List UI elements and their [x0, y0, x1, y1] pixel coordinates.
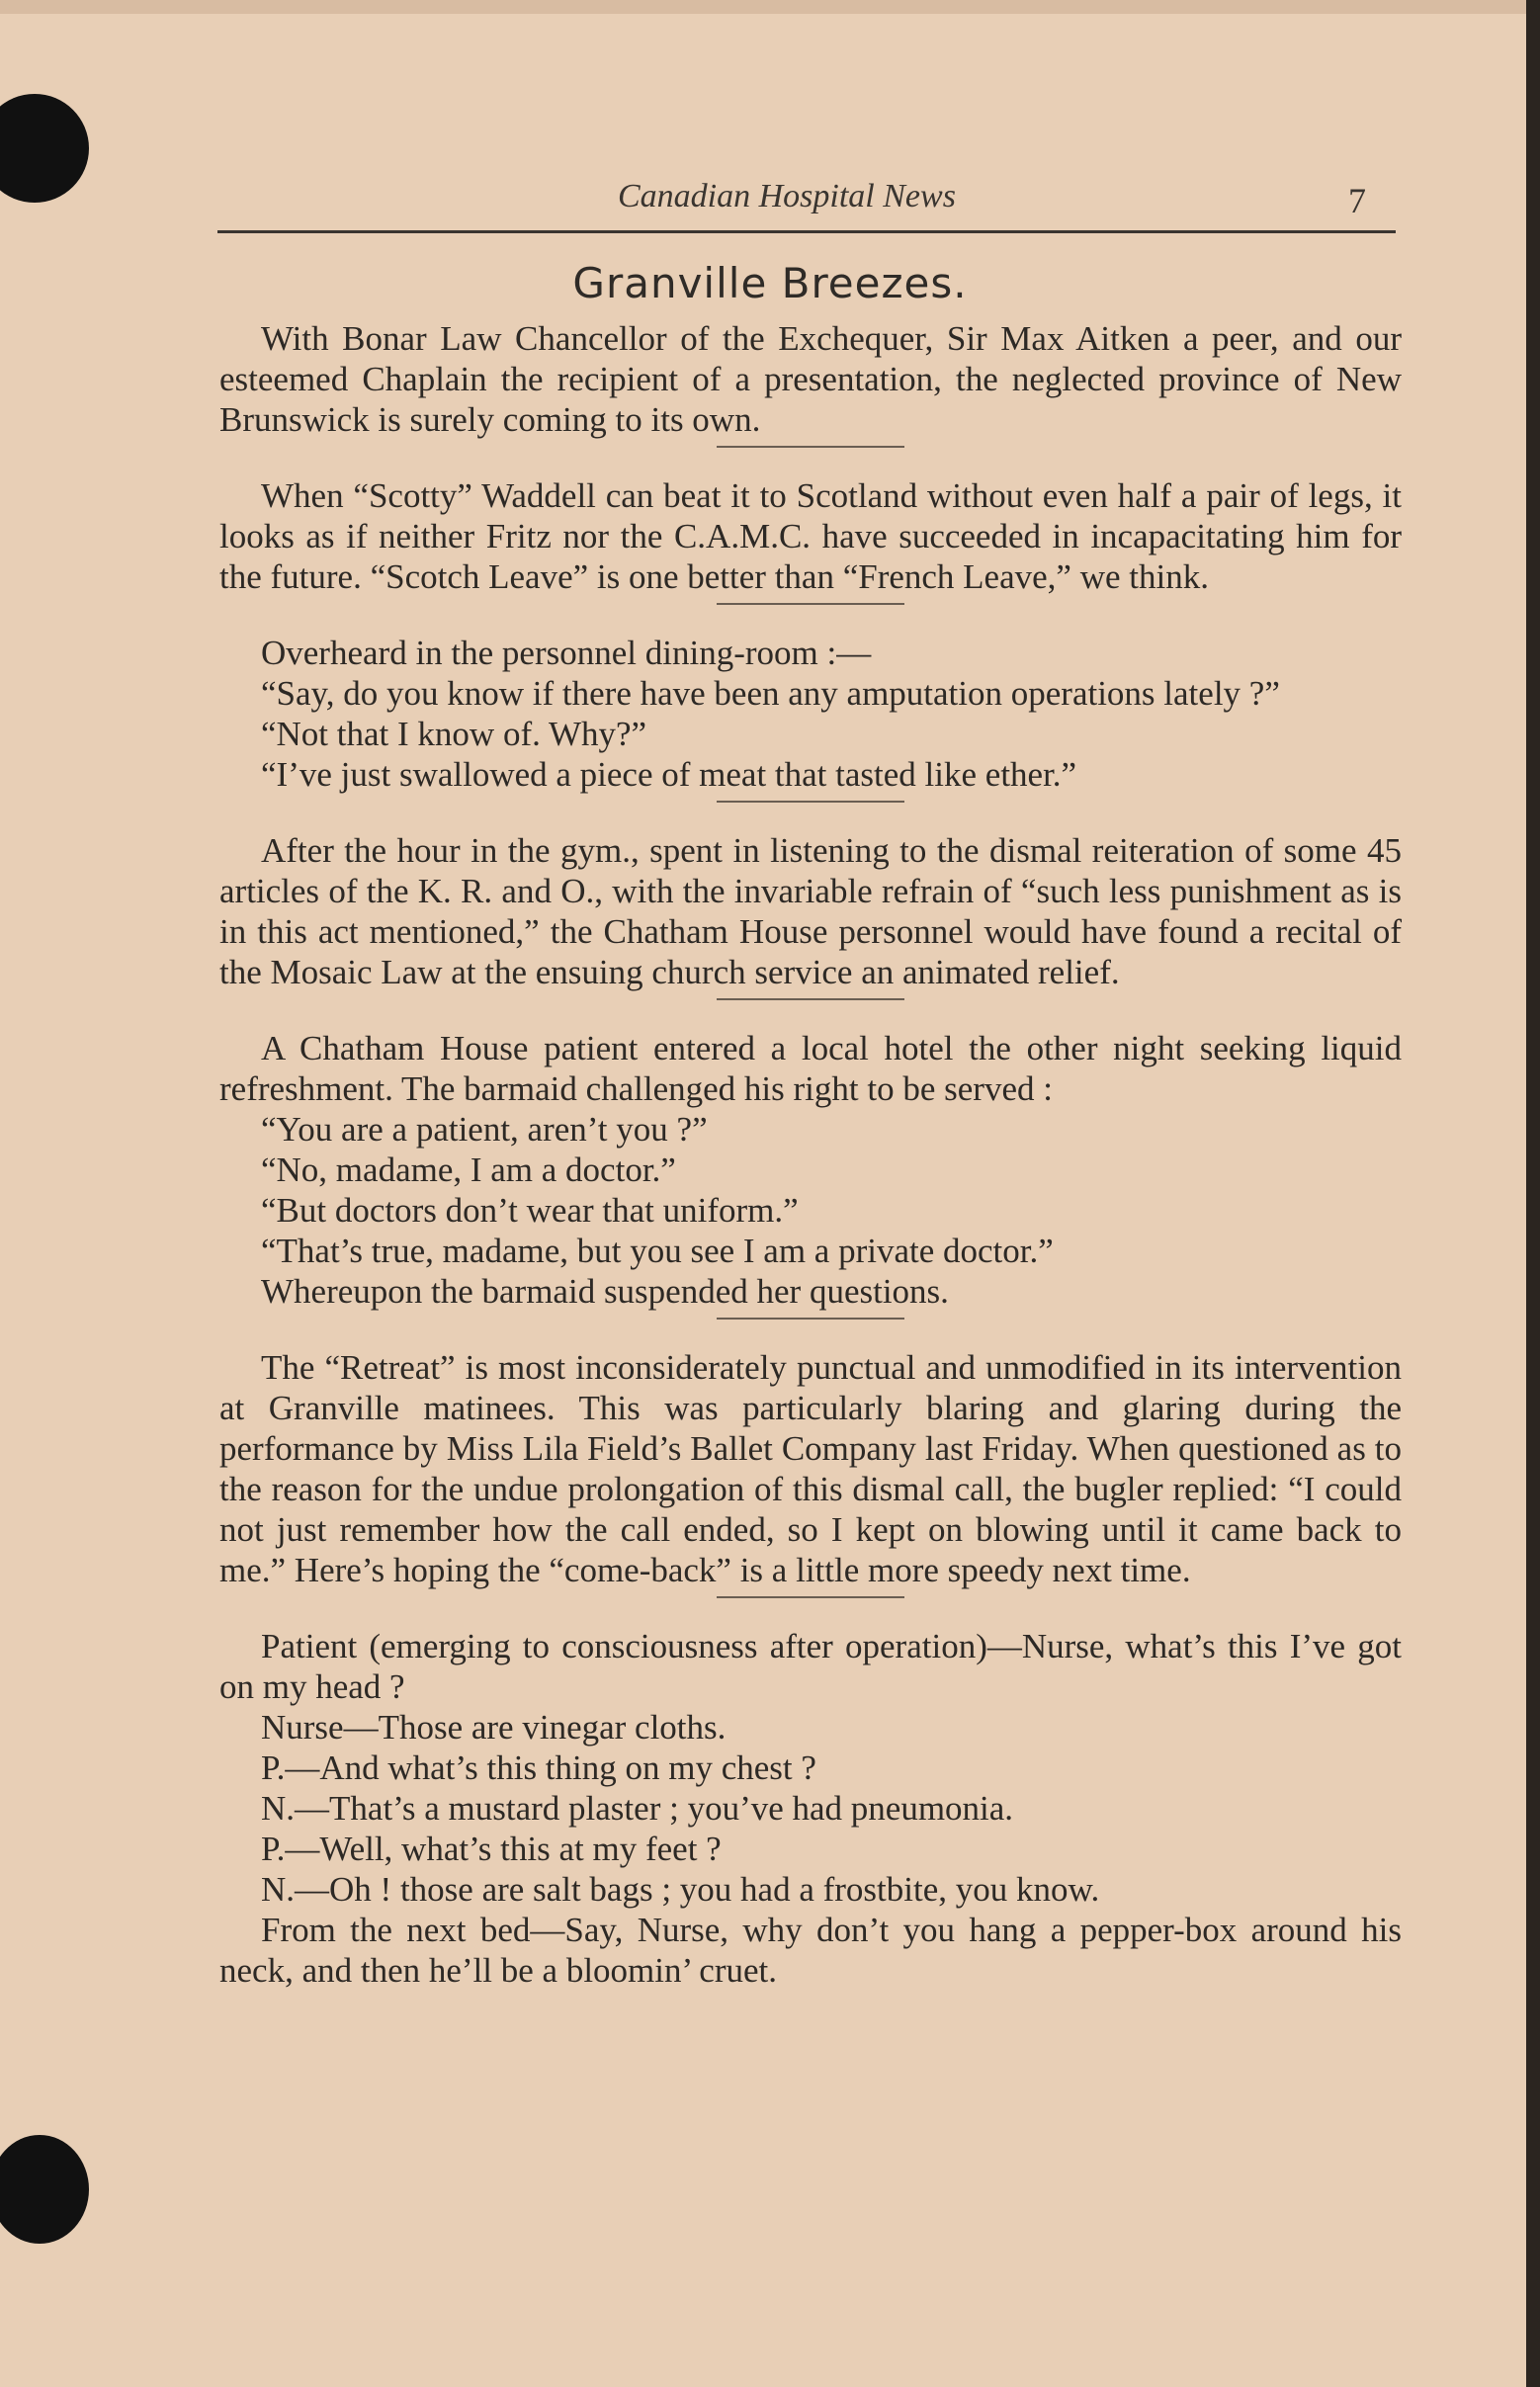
- paragraph: After the hour in the gym., spent in listening to the dismal reiteration of some 45 articles of the K. R. and O., with the invariable refrain of “such less punishment as is in this act mentioned,” the Chatham House personnel would have found a recital of the Mosaic Law at the ensuing church service an animated relief.: [219, 831, 1402, 991]
- news-item: [219, 318, 1402, 440]
- dialogue-line: P.—Well, what’s this at my feet ?: [261, 1830, 722, 1868]
- item-separator: [717, 603, 904, 605]
- news-item: [219, 633, 1402, 795]
- dialogue-line: From the next bed—Say, Nurse, why don’t you hang a pepper-box around his neck, and then he’ll be a bloomin’ cruet.: [219, 1911, 1402, 1990]
- news-item: [219, 830, 1402, 992]
- paper-top-edge: [0, 0, 1540, 14]
- header-rule: [217, 230, 1396, 233]
- page-right-edge-shadow: [1526, 0, 1540, 2387]
- dialogue-line: “No, madame, I am a doctor.”: [261, 1151, 676, 1189]
- dialogue-line: “I’ve just swallowed a piece of meat that tasted like ether.”: [261, 755, 1077, 794]
- dialogue-line: N.—Oh ! those are salt bags ; you had a frostbite, you know.: [261, 1870, 1100, 1909]
- paragraph: A Chatham House patient entered a local hotel the other night seeking liquid refreshment. The barmaid challenged his right to be served :: [219, 1029, 1402, 1108]
- dialogue-line: “But doctors don’t wear that uniform.”: [261, 1191, 799, 1230]
- item-separator: [717, 446, 904, 448]
- running-header: [217, 170, 1394, 225]
- news-item: [219, 1347, 1402, 1590]
- dialogue-line: N.—That’s a mustard plaster ; you’ve had pneumonia.: [261, 1789, 1014, 1828]
- item-separator: [717, 1596, 904, 1598]
- dialogue-line: Whereupon the barmaid suspended her questions.: [261, 1272, 949, 1311]
- article-title: Granville Breezes.: [572, 259, 968, 307]
- news-item: [219, 1028, 1402, 1312]
- news-item: [219, 475, 1402, 597]
- dialogue-line: Nurse—Those are vinegar cloths.: [261, 1708, 727, 1747]
- item-separator: [717, 1318, 904, 1320]
- publication-title: Canadian Hospital News: [618, 178, 956, 214]
- news-item: [219, 1626, 1402, 1991]
- article-body: [219, 318, 1402, 1991]
- paragraph: Overheard in the personnel dining-room :—: [261, 634, 872, 672]
- paragraph: When “Scotty” Waddell can beat it to Scotland without even half a pair of legs, it looks as if neither Fritz nor the C.A.M.C. have succeeded in incapacitating him for the future. “Scotch Leave” is one better than “French Leave,” we think.: [219, 476, 1402, 596]
- dialogue-line: “That’s true, madame, but you see I am a private doctor.”: [261, 1232, 1054, 1270]
- paragraph: Patient (emerging to consciousness after operation)—Nurse, what’s this I’ve got on my head ?: [219, 1627, 1402, 1706]
- dialogue-line: “You are a patient, aren’t you ?”: [261, 1110, 708, 1149]
- item-separator: [717, 998, 904, 1000]
- page-number: 7: [1348, 181, 1366, 220]
- dialogue-line: P.—And what’s this thing on my chest ?: [261, 1748, 816, 1787]
- item-separator: [717, 801, 904, 803]
- dialogue-line: “Say, do you know if there have been any amputation operations lately ?”: [261, 674, 1280, 713]
- dialogue-line: “Not that I know of. Why?”: [261, 715, 647, 753]
- paragraph: The “Retreat” is most inconsiderately punctual and unmodified in its intervention at Granville matinees. This was particularly blaring and glaring during the performance by Miss Lila Field’s Ballet Company last Friday. When questioned as to the reason for the undue prolongation of this dismal call, the bugler replied: “I could not just remember how the call ended, so I kept on blowing until it came back to me.” Here’s hoping the “come-back” is a little more speedy next time.: [219, 1348, 1402, 1589]
- paragraph: With Bonar Law Chancellor of the Exchequer, Sir Max Aitken a peer, and our esteemed Chaplain the recipient of a presentation, the neglected province of New Brunswick is surely coming to its own.: [219, 319, 1402, 439]
